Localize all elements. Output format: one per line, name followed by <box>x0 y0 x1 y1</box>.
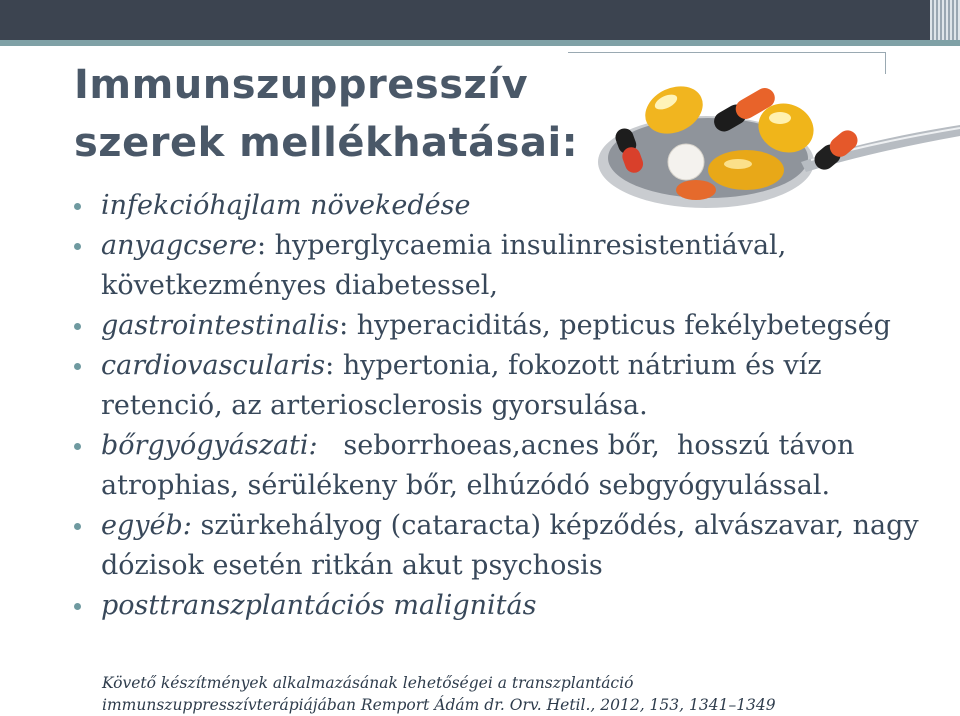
item-text: : hypertonia, fokozott nátrium és víz retenció, az arteriosclerosis gyorsulása. <box>101 350 822 421</box>
item-term: posttranszplantációs malignitás <box>101 590 537 621</box>
reference-note <box>102 672 942 716</box>
white-tablet <box>668 144 704 180</box>
item-term: bőrgyógyászati: <box>101 430 318 461</box>
item-term: infekcióhajlam növekedése <box>101 190 471 221</box>
item-text: szürkehályog (cataracta) képződés, alvászavar, nagy dózisok esetén ritkán akut psychosis <box>101 510 919 581</box>
accent-line <box>0 40 960 46</box>
reference-line1: Követő készítmények alkalmazásának lehetőségei a transzplantáció <box>102 674 634 692</box>
item-text: : hyperaciditás, pepticus fekélybetegség <box>339 310 891 341</box>
reference-line2: immunszuppresszívterápiájában Remport Ádám dr. Orv. Hetil., 2012, 153, 1341–1349 <box>102 696 776 714</box>
slide-title <box>74 62 594 166</box>
slide-title-line2: szerek mellékhatásai: <box>74 120 579 166</box>
item-term: cardiovascularis <box>101 350 326 381</box>
gel-capsule-shine <box>724 159 752 169</box>
item-term: anyagcsere <box>101 230 257 261</box>
item-text: seborrhoeas,acnes bőr, hosszú távon atrophias, sérülékeny bőr, elhúzódó sebgyógyulással. <box>101 430 863 501</box>
list-item <box>70 506 930 586</box>
title-frame-line <box>568 52 886 53</box>
list-item <box>70 186 930 226</box>
list-item <box>70 586 930 626</box>
item-term: gastrointestinalis <box>101 310 340 341</box>
item-text: : hyperglycaemia insulinresistentiával, következményes diabetessel, <box>101 230 787 301</box>
gel-capsule-shine <box>769 112 791 124</box>
gel-capsule <box>708 150 784 190</box>
slide-title-line1: Immunszuppresszív <box>74 62 529 108</box>
side-effects-list <box>70 186 930 626</box>
header-stripes <box>930 0 960 40</box>
item-term: egyéb: <box>101 510 192 541</box>
list-item <box>70 306 930 346</box>
list-item <box>70 426 930 506</box>
header-band <box>0 0 960 40</box>
list-item <box>70 346 930 426</box>
list-item <box>70 226 930 306</box>
